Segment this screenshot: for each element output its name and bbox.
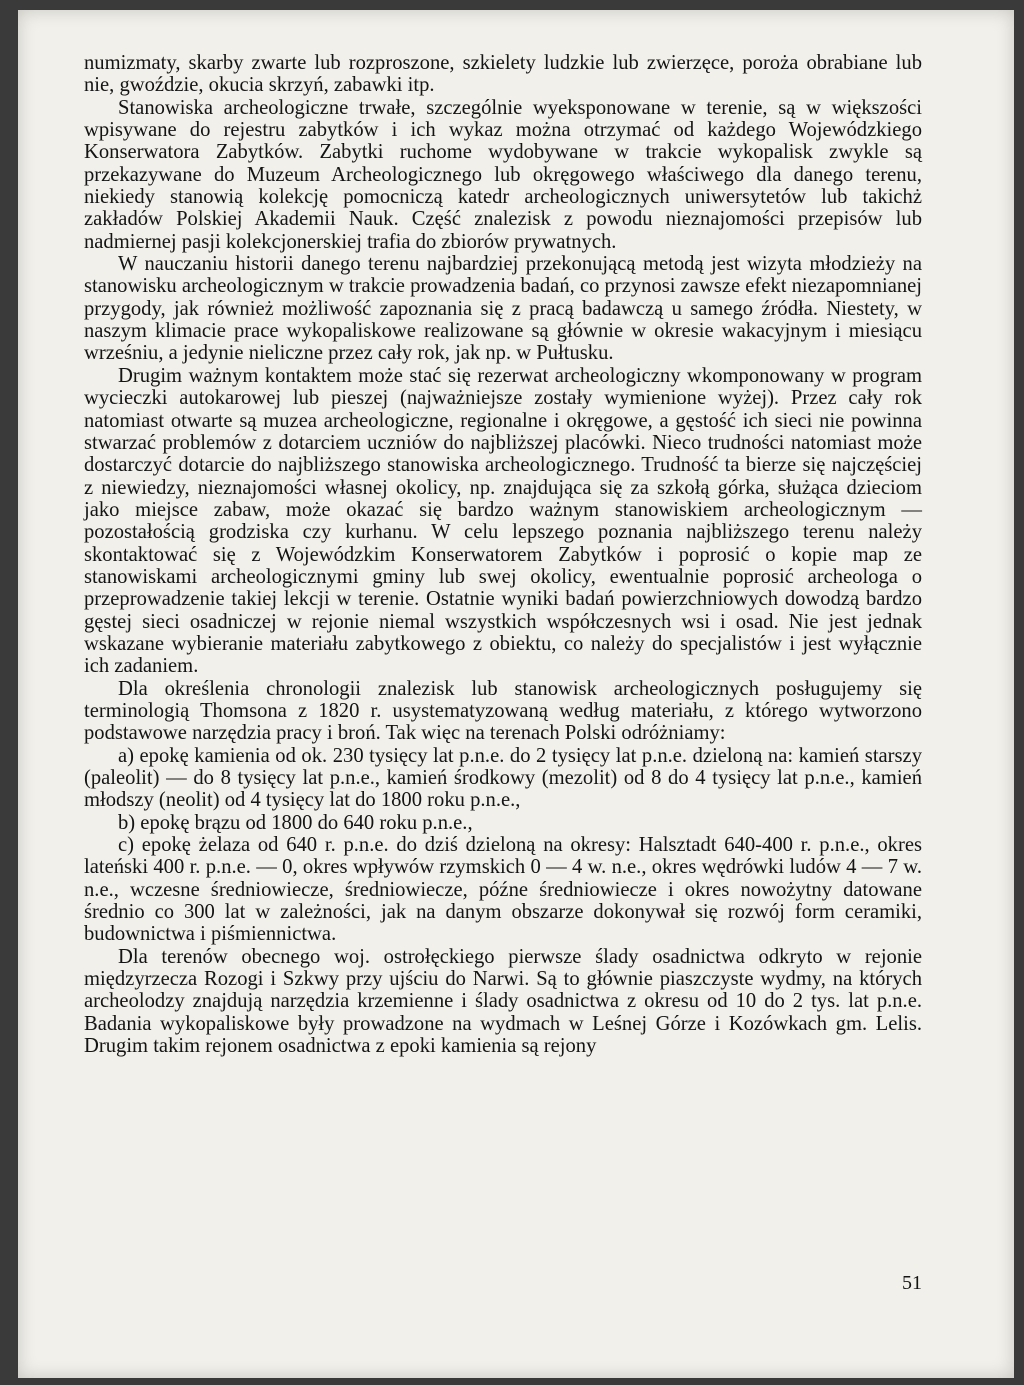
paragraph-3: W nauczaniu historii danego terenu najbardziej przekonującą metodą jest wizyta młodzieży na stanowisku archeologicznym w trakcie prowadzenia badań, co przynosi zawsze efekt niezapomnianej przygody, jak również możliwość zapoznania się z pracą badawczą u samego źródła. Niestety, w naszym klimacie prace wykopaliskowe realizowane są głównie w okresie wakacyjnym i miesiącu wrześniu, a jedynie nieliczne przez cały rok, jak np. w Pułtusku. — [84, 253, 922, 365]
paragraph-4: Drugim ważnym kontaktem może stać się rezerwat archeologiczny wkomponowany w program wycieczki autokarowej lub pieszej (najważniejsze zostały wymienione wyżej). Przez cały rok natomiast otwarte są muzea archeologiczne, regionalne i okręgowe, a gęstość ich sieci nie powinna stwarzać problemów z dotarciem uczniów do najbliższej placówki. Nieco trudności natomiast może dostarczyć dotarcie do najbliższego stanowiska archeologicznego. Trudność ta bierze się najczęściej z niewiedzy, nieznajomości własnej okolicy, np. znajdująca się za szkołą górka, służąca dzieciom jako miejsce zabaw, może okazać się bardzo ważnym stanowiskiem archeologicznym — pozostałością grodziska czy kurhanu. W celu lepszego poznania najbliższego terenu należy skontaktować się z Wojewódzkim Konserwatorem Zabytków i poprosić o kopie map ze stanowiskami archeologicznymi gminy lub swej okolicy, ewentualnie poprosić archeologa o przeprowadzenie takiej lekcji w terenie. Ostatnie wyniki badań powierzchniowych dowodzą bardzo gęstej sieci osadniczej w rejonie niemal wszystkich współczesnych wsi i osad. Nie jest jednak wskazane wybieranie materiału zabytkowego z obiektu, co należy do specjalistów i jest wyłącznie ich zadaniem. — [84, 364, 922, 678]
paragraph-2: Stanowiska archeologiczne trwałe, szczególnie wyeksponowane w terenie, są w większości wpisywane do rejestru zabytków i ich wykaz można otrzymać od każdego Wojewódzkiego Konserwatora Zabytków. Zabytki ruchome wydobywane w trakcie wykopalisk zwykle są przekazywane do Muzeum Archeologicznego lub okręgowego właściwego dla danego terenu, niekiedy stanowią kolekcję pomocniczą katedr archeologicznych uniwersytetów lub takichż zakładów Polskiej Akademii Nauk. Część znalezisk z powodu nieznajomości przepisów lub nadmiernej pasji kolekcjonerskiej trafia do zbiorów prywatnych. — [84, 96, 922, 253]
paragraph-6: Dla terenów obecnego woj. ostrołęckiego pierwsze ślady osadnictwa odkryto w rejonie międzyrzecza Rozogi i Szkwy przy ujściu do Narwi. Są to głównie piaszczyste wydmy, na których archeolodzy znajdują narzędzia krzemienne i ślady osadnictwa z okresu od 10 do 2 tys. lat p.n.e. Badania wykopaliskowe były prowadzone na wydmach w Leśnej Górze i Kozówkach gm. Lelis. Drugim takim rejonem osadnictwa z epoki kamienia są rejony — [84, 945, 922, 1058]
list-item-a: a) epokę kamienia od ok. 230 tysięcy lat p.n.e. do 2 tysięcy lat p.n.e. dzieloną na: kamień starszy (paleolit) — do 8 tysięcy lat p.n.e., kamień środkowy (mezolit) od 8 do 4 tysięcy lat p.n.e., kamień młodszy (neolit) od 4 tysięcy lat do 1800 roku p.n.e., — [84, 744, 922, 812]
paragraph-5: Dla określenia chronologii znalezisk lub stanowisk archeologicznych posługujemy się terminologią Thomsona z 1820 r. usystematyzowaną według materiału, z którego wytworzono podstawowe narzędzia pracy i broń. Tak więc na terenach Polski odróżniamy: — [84, 677, 922, 745]
page-body — [84, 52, 922, 1057]
page-number: 51 — [902, 1272, 922, 1294]
paragraph-1: numizmaty, skarby zwarte lub rozproszone, szkielety ludzkie lub zwierzęce, poroża obrabiane lub nie, gwoździe, okucia skrzyń, zabawki itp. — [84, 52, 922, 97]
book-page — [18, 10, 1014, 1378]
list-item-c: c) epokę żelaza od 640 r. p.n.e. do dziś dzieloną na okresy: Halsztadt 640-400 r. p.n.e., okres lateński 400 r. p.n.e. — 0, okres wpływów rzymskich 0 — 4 w. n.e., okres wędrówki ludów 4 — 7 w. n.e., wczesne średniowiecze, średniowiecze, późne średniowiecze i okres nowożytny datowane średnio co 300 lat w zależności, jak na danym obszarze dokonywał się rozwój form ceramiki, budownictwa i piśmiennictwa. — [84, 834, 922, 946]
list-item-b: b) epokę brązu od 1800 do 640 roku p.n.e., — [118, 811, 473, 834]
